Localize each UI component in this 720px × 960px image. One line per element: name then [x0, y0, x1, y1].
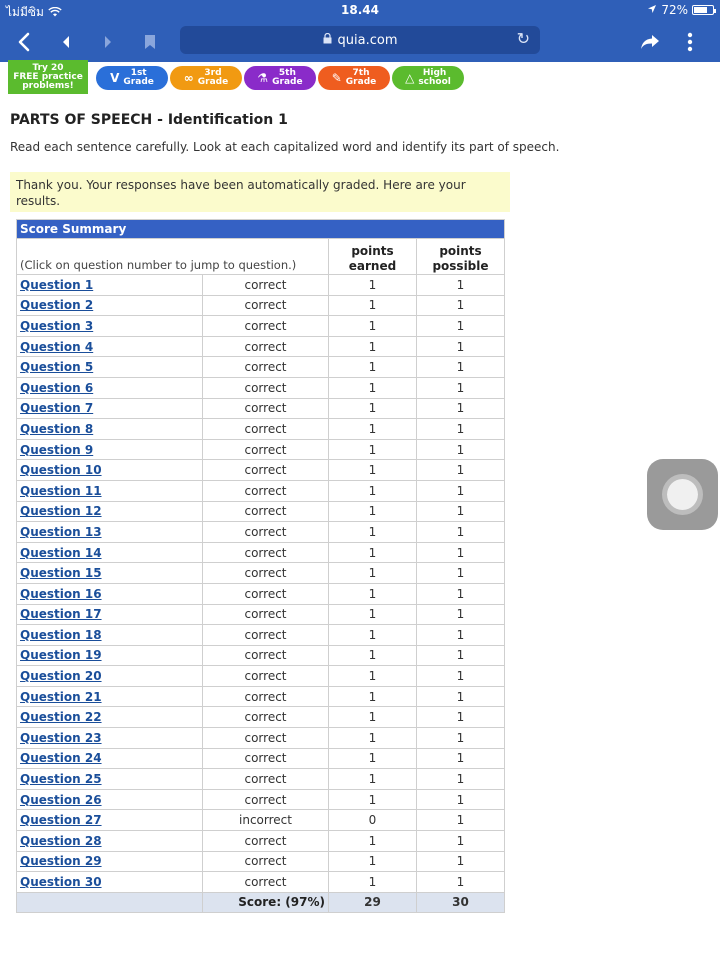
points-possible-cell: 1 [417, 357, 505, 378]
question-link[interactable]: Question 23 [17, 728, 203, 749]
points-possible-cell: 1 [417, 831, 505, 852]
try-line: problems! [22, 81, 74, 91]
page-title: PARTS OF SPEECH - Identification 1 [10, 112, 288, 128]
result-cell: correct [203, 831, 329, 852]
points-possible-cell: 1 [417, 480, 505, 501]
table-row [17, 275, 505, 296]
question-link[interactable]: Question 15 [17, 563, 203, 584]
address-bar[interactable] [180, 26, 540, 54]
points-earned-cell: 1 [329, 789, 417, 810]
question-link[interactable]: Question 24 [17, 748, 203, 769]
more-menu-icon[interactable] [676, 28, 704, 56]
graded-notice: Thank you. Your responses have been automatically graded. Here are your results. [10, 172, 510, 212]
high-school-label: High [422, 68, 447, 78]
points-earned-cell: 1 [329, 707, 417, 728]
table-row [17, 563, 505, 584]
url-text: quia.com [337, 32, 398, 48]
points-earned-cell: 1 [329, 542, 417, 563]
result-cell: correct [203, 604, 329, 625]
table-row [17, 439, 505, 460]
points-earned-cell: 1 [329, 686, 417, 707]
battery-percent: 72% [661, 3, 688, 17]
grade-1-sub: Grade [123, 77, 154, 87]
question-link[interactable]: Question 5 [17, 357, 203, 378]
table-row [17, 316, 505, 337]
points-earned-cell: 1 [329, 831, 417, 852]
share-icon[interactable] [636, 28, 664, 56]
points-possible-cell: 1 [417, 377, 505, 398]
table-row [17, 542, 505, 563]
column-header-row [17, 239, 505, 275]
points-possible-cell: 1 [417, 748, 505, 769]
grade-1-label: 1st [130, 68, 147, 78]
bookmark-icon[interactable] [136, 28, 164, 56]
result-cell: correct [203, 686, 329, 707]
table-row [17, 831, 505, 852]
points-earned-cell: 1 [329, 645, 417, 666]
forward-arrow-icon[interactable] [94, 28, 122, 56]
grade-3-icon: ∞ [183, 70, 194, 85]
high-school-button[interactable] [392, 66, 464, 90]
question-link[interactable]: Question 27 [17, 810, 203, 831]
result-cell: correct [203, 625, 329, 646]
grade-3-sub: Grade [197, 77, 229, 87]
question-link[interactable]: Question 30 [17, 872, 203, 893]
question-link[interactable]: Question 13 [17, 522, 203, 543]
table-row [17, 604, 505, 625]
grade-5-sub: Grade [272, 77, 303, 87]
result-cell: incorrect [203, 810, 329, 831]
result-cell: correct [203, 707, 329, 728]
total-spacer [17, 892, 203, 912]
points-earned-cell: 1 [329, 275, 417, 296]
question-link[interactable]: Question 26 [17, 789, 203, 810]
points-possible-cell: 1 [417, 460, 505, 481]
question-link[interactable]: Question 7 [17, 398, 203, 419]
question-link[interactable]: Question 18 [17, 625, 203, 646]
points-earned-cell: 1 [329, 439, 417, 460]
table-row [17, 872, 505, 893]
table-row [17, 501, 505, 522]
result-cell: correct [203, 666, 329, 687]
table-row [17, 419, 505, 440]
points-possible-cell: 1 [417, 439, 505, 460]
points-earned-cell: 1 [329, 336, 417, 357]
status-right [647, 3, 714, 17]
table-row [17, 336, 505, 357]
lock-icon [323, 33, 332, 48]
back-chevron-icon[interactable] [10, 28, 38, 56]
location-arrow-icon [647, 3, 657, 17]
question-link[interactable]: Question 12 [17, 501, 203, 522]
result-cell: correct [203, 789, 329, 810]
points-possible-cell: 1 [417, 707, 505, 728]
points-possible-cell: 1 [417, 275, 505, 296]
result-cell: correct [203, 460, 329, 481]
points-possible-cell: 1 [417, 666, 505, 687]
grade-3-label: 3rd [204, 68, 222, 78]
points-earned-cell: 1 [329, 625, 417, 646]
result-cell: correct [203, 419, 329, 440]
question-link[interactable]: Question 20 [17, 666, 203, 687]
points-earned-cell: 1 [329, 563, 417, 584]
grade-5-label: 5th [278, 68, 296, 78]
table-row [17, 460, 505, 481]
points-possible-cell: 1 [417, 419, 505, 440]
question-link[interactable]: Question 16 [17, 583, 203, 604]
assistive-touch-button[interactable] [647, 459, 718, 530]
table-row [17, 686, 505, 707]
points-earned-cell: 1 [329, 748, 417, 769]
table-row [17, 769, 505, 790]
total-score-label: Score: (97%) [203, 892, 329, 912]
points-possible-cell: 1 [417, 501, 505, 522]
grade-5-button[interactable] [244, 66, 316, 90]
table-row [17, 666, 505, 687]
points-possible-cell: 1 [417, 810, 505, 831]
score-summary-table [16, 219, 505, 913]
result-cell: correct [203, 439, 329, 460]
question-link[interactable]: Question 14 [17, 542, 203, 563]
table-row [17, 810, 505, 831]
points-earned-cell: 1 [329, 460, 417, 481]
try-line: Try 20 [32, 63, 64, 73]
question-link[interactable]: Question 9 [17, 439, 203, 460]
points-possible-cell: 1 [417, 398, 505, 419]
table-row [17, 851, 505, 872]
points-possible-cell: 1 [417, 872, 505, 893]
total-earned: 29 [329, 892, 417, 912]
points-earned-cell: 1 [329, 851, 417, 872]
assistive-touch-icon [667, 479, 698, 510]
result-cell: correct [203, 275, 329, 296]
result-cell: correct [203, 542, 329, 563]
points-possible-cell: 1 [417, 645, 505, 666]
result-cell: correct [203, 398, 329, 419]
question-link[interactable]: Question 19 [17, 645, 203, 666]
points-possible-cell: 1 [417, 686, 505, 707]
points-possible-cell: 1 [417, 336, 505, 357]
try-line: FREE practice [13, 72, 83, 82]
grade-1-icon: V [110, 70, 120, 85]
question-link[interactable]: Question 3 [17, 316, 203, 337]
result-cell: correct [203, 295, 329, 316]
result-cell: correct [203, 872, 329, 893]
browser-toolbar [0, 22, 720, 62]
table-row [17, 295, 505, 316]
result-cell: correct [203, 851, 329, 872]
grade-5-icon: ⚗ [257, 70, 269, 85]
clock: 18.44 [341, 3, 379, 17]
result-cell: correct [203, 501, 329, 522]
question-link[interactable]: Question 8 [17, 419, 203, 440]
points-possible-cell: 1 [417, 295, 505, 316]
question-link[interactable]: Question 29 [17, 851, 203, 872]
table-row [17, 625, 505, 646]
points-earned-cell: 1 [329, 316, 417, 337]
score-summary-heading: Score Summary [17, 220, 505, 239]
points-earned-cell: 1 [329, 357, 417, 378]
result-cell: correct [203, 357, 329, 378]
points-earned-cell: 1 [329, 377, 417, 398]
question-link[interactable]: Question 11 [17, 480, 203, 501]
result-cell: correct [203, 728, 329, 749]
points-possible-cell: 1 [417, 563, 505, 584]
points-earned-cell: 0 [329, 810, 417, 831]
question-link[interactable]: Question 2 [17, 295, 203, 316]
battery-icon [692, 5, 714, 15]
result-cell: correct [203, 583, 329, 604]
table-row [17, 377, 505, 398]
question-link[interactable]: Question 28 [17, 831, 203, 852]
table-row [17, 398, 505, 419]
points-earned-header-line1: points [351, 244, 394, 258]
table-row [17, 728, 505, 749]
points-possible-cell: 1 [417, 604, 505, 625]
points-earned-cell: 1 [329, 522, 417, 543]
points-possible-cell: 1 [417, 851, 505, 872]
points-earned-cell: 1 [329, 398, 417, 419]
points-possible-cell: 1 [417, 769, 505, 790]
result-cell: correct [203, 480, 329, 501]
points-possible-header [417, 239, 505, 275]
points-possible-cell: 1 [417, 583, 505, 604]
table-row [17, 645, 505, 666]
question-link[interactable]: Question 6 [17, 377, 203, 398]
jump-note: (Click on question number to jump to question.) [17, 239, 329, 275]
table-row [17, 707, 505, 728]
score-total-row [17, 892, 505, 912]
high-school-icon: △ [405, 70, 415, 85]
table-row [17, 522, 505, 543]
points-possible-cell: 1 [417, 728, 505, 749]
result-cell: correct [203, 748, 329, 769]
total-possible: 30 [417, 892, 505, 912]
question-link[interactable]: Question 4 [17, 336, 203, 357]
table-row [17, 789, 505, 810]
question-link[interactable]: Question 17 [17, 604, 203, 625]
table-row [17, 583, 505, 604]
result-cell: correct [203, 645, 329, 666]
points-possible-cell: 1 [417, 625, 505, 646]
points-possible-header-line1: points [439, 244, 482, 258]
points-possible-cell: 1 [417, 542, 505, 563]
question-link[interactable]: Question 25 [17, 769, 203, 790]
table-row [17, 357, 505, 378]
points-earned-cell: 1 [329, 419, 417, 440]
grade-banner [8, 60, 478, 94]
result-cell: correct [203, 377, 329, 398]
status-bar [0, 0, 720, 22]
carrier-label: ไม่มีซิม [6, 5, 44, 19]
high-school-sub: school [418, 77, 451, 87]
grade-3-button[interactable] [170, 66, 242, 90]
grade-1-button[interactable] [96, 66, 168, 90]
back-arrow-icon[interactable] [52, 28, 80, 56]
points-earned-cell: 1 [329, 501, 417, 522]
reload-icon[interactable]: ↻ [516, 29, 530, 48]
score-summary-heading-row [17, 220, 505, 239]
table-row [17, 748, 505, 769]
points-earned-cell: 1 [329, 666, 417, 687]
points-earned-cell: 1 [329, 769, 417, 790]
grade-7-button[interactable] [318, 66, 390, 90]
question-link[interactable]: Question 22 [17, 707, 203, 728]
points-possible-header-line2: possible [432, 259, 489, 273]
instructions-text: Read each sentence carefully. Look at each capitalized word and identify its part of speech. [10, 140, 560, 154]
grade-7-sub: Grade [345, 77, 377, 87]
result-cell: correct [203, 522, 329, 543]
points-earned-header [329, 239, 417, 275]
question-link[interactable]: Question 1 [17, 275, 203, 296]
grade-7-icon: ✎ [331, 70, 342, 85]
result-cell: correct [203, 316, 329, 337]
points-earned-cell: 1 [329, 480, 417, 501]
grade-7-label: 7th [352, 68, 370, 78]
points-earned-cell: 1 [329, 583, 417, 604]
points-earned-cell: 1 [329, 872, 417, 893]
result-cell: correct [203, 769, 329, 790]
points-possible-cell: 1 [417, 316, 505, 337]
points-possible-cell: 1 [417, 522, 505, 543]
table-row [17, 480, 505, 501]
result-cell: correct [203, 336, 329, 357]
question-link[interactable]: Question 10 [17, 460, 203, 481]
points-earned-cell: 1 [329, 295, 417, 316]
free-practice-link[interactable] [8, 60, 88, 94]
points-earned-cell: 1 [329, 728, 417, 749]
points-possible-cell: 1 [417, 789, 505, 810]
result-cell: correct [203, 563, 329, 584]
points-earned-header-line2: earned [348, 259, 397, 273]
points-earned-cell: 1 [329, 604, 417, 625]
question-link[interactable]: Question 21 [17, 686, 203, 707]
